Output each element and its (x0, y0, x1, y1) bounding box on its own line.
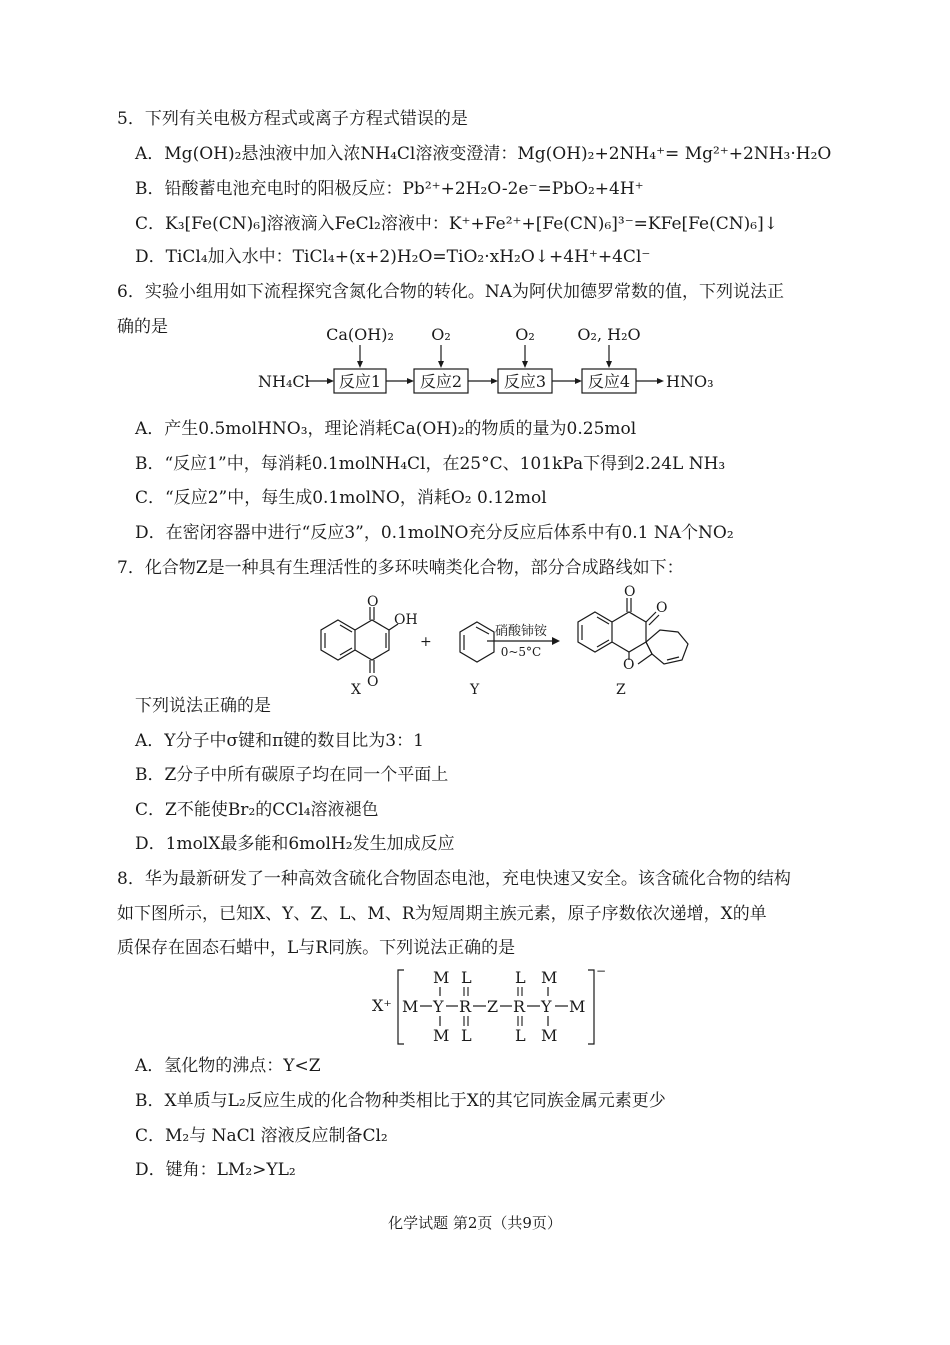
q6-option-d: D．在密闭容器中进行“反应3”，0.1molNO充分反应后体系中有0.1 NA个NO₂ (135, 523, 734, 543)
struct-m-bottom-left: M (433, 1026, 450, 1045)
struct-m-left: M (402, 997, 419, 1016)
z-benzene-ring (578, 612, 612, 652)
x-quinone-ring (355, 620, 389, 660)
q6-option-c: C．“反应2”中，每生成0.1molNO，消耗O₂ 0.12mol (135, 488, 547, 508)
struct-z: Z (487, 997, 499, 1016)
z-o-top-label: O (624, 584, 636, 600)
q7-option-a: A．Y分子中σ键和π键的数目比为3：1 (135, 731, 424, 751)
flow-input-2: O₂ (431, 325, 451, 344)
q8-option-d: D．键角：LM₂>YL₂ (135, 1160, 296, 1180)
q7-option-c: C．Z不能使Br₂的CCl₄溶液褪色 (135, 800, 379, 820)
struct-r-left: R (459, 997, 472, 1016)
q8-option-b: B．X单质与L₂反应生成的化合物种类相比于X的其它同族金属元素更少 (135, 1091, 666, 1111)
plus-sign: + (420, 634, 432, 650)
x-ring-double-2 (340, 648, 352, 655)
q6-option-a: A．产生0.5molHNO₃，理论消耗Ca(OH)₂的物质的量为0.25mol (135, 419, 637, 439)
molecule-z (578, 598, 688, 664)
q5-option-b: B．铅酸蓄电池充电时的阳极反应：Pb²⁺+2H₂O-2e⁻=PbO₂+4H⁺ (135, 179, 644, 199)
x-o-top-label: O (367, 594, 379, 610)
q6-option-b: B．“反应1”中，每消耗0.1molNH₄Cl，在25°C、101kPa下得到2.24L NH₃ (135, 454, 726, 474)
flow-arrowhead-3 (491, 378, 498, 384)
z-ring-double-3 (597, 617, 609, 624)
struct-l-bottom-right: L (515, 1026, 526, 1045)
flow-arrowhead-1 (327, 378, 334, 384)
q7-stem: 7．化合物Z是一种具有生理活性的多环呋喃类化合物，部分合成路线如下： (117, 558, 684, 578)
struct-m-top-left: M (433, 968, 450, 987)
flow-box-4-label: 反应4 (587, 372, 631, 391)
z-ring-double-2 (597, 640, 609, 647)
q6-flow-diagram (258, 325, 713, 393)
x-label: X (351, 682, 361, 698)
struct-y-left: Y (433, 997, 444, 1016)
struct-l-top-right: L (515, 968, 526, 987)
q5-stem: 5．下列有关电极方程式或离子方程式错误的是 (117, 109, 468, 129)
flow-input-arrowhead-4 (606, 361, 612, 368)
z-co-2 (646, 612, 656, 622)
flow-input-1: Ca(OH)₂ (326, 325, 394, 344)
q5-option-d: D．TiCl₄加入水中：TiCl₄+(x+2)H₂O=TiO₂·xH₂O↓+4H⁺+4Cl⁻ (135, 247, 651, 267)
q6-stem-line2: 确的是 (117, 317, 168, 337)
q8-option-a: A．氢化物的沸点：Y<Z (135, 1056, 321, 1076)
q8-structure (372, 964, 606, 1045)
q8-option-c: C．M₂与 NaCl 溶液反应制备Cl₂ (135, 1126, 388, 1146)
z-o-bond-2 (638, 654, 652, 664)
z-cyclohexene-ring (646, 630, 688, 664)
struct-r-right: R (513, 997, 526, 1016)
q5-option-a: A．Mg(OH)₂悬浊液中加入浓NH₄Cl溶液变澄清：Mg(OH)₂+2NH₄⁺= Mg²⁺+2NH₃·H₂O (135, 144, 832, 164)
x-ring-double-3 (340, 625, 352, 632)
page-footer: 化学试题 第2页（共9页） (388, 1214, 562, 1232)
q5-option-c: C．K₃[Fe(CN)₆]溶液滴入FeCl₂溶液中：K⁺+Fe²⁺+[Fe(CN)₆]³⁻=KFe[Fe(CN)₆]↓ (135, 214, 778, 234)
q8-stem-line1: 8．华为最新研发了一种高效含硫化合物固态电池，充电快速又安全。该含硫化合物的结构 (117, 869, 791, 889)
molecule-x (321, 607, 398, 673)
flow-arrowhead-2 (407, 378, 414, 384)
struct-bracket-right (588, 970, 594, 1044)
reaction-arrow-head (552, 637, 560, 645)
flow-box-1-label: 反应1 (338, 372, 382, 391)
reagent-label: 硝酸铈铵 (494, 624, 548, 639)
struct-l-top-left: L (461, 968, 472, 987)
flow-input-4: O₂, H₂O (577, 325, 641, 344)
condition-label: 0~5°C (500, 645, 542, 659)
q6-stem-line1: 6．实验小组用如下流程探究含氮化合物的转化。NA为阿伏加德罗常数的值，下列说法正 (117, 282, 784, 302)
flow-arrowhead-4 (575, 378, 582, 384)
y-label: Y (470, 682, 480, 698)
molecule-y (460, 622, 494, 662)
flow-end: HNO₃ (666, 372, 714, 391)
z-middle-ring (612, 612, 646, 652)
x-benzene-ring (321, 620, 355, 660)
q8-stem-line3: 质保存在固态石蜡中，L与R同族。下列说法正确的是 (117, 938, 516, 958)
flow-input-arrowhead-1 (357, 361, 363, 368)
flow-input-arrowhead-3 (522, 361, 528, 368)
struct-charge: − (596, 964, 607, 978)
struct-l-bottom-left: L (461, 1026, 472, 1045)
struct-m-right: M (569, 997, 586, 1016)
flow-box-3-label: 反应3 (503, 372, 547, 391)
struct-y-right: Y (541, 997, 552, 1016)
x-o-bottom-label: O (367, 674, 379, 690)
flow-box-2-label: 反应2 (419, 372, 463, 391)
q7-option-b: B．Z分子中所有碳原子均在同一个平面上 (135, 765, 449, 785)
z-label: Z (616, 682, 626, 698)
x-oh-label: OH (394, 612, 418, 628)
struct-m-bottom-right: M (541, 1026, 558, 1045)
flow-start: NH₄Cl (258, 372, 310, 391)
q7-lead: 下列说法正确的是 (135, 696, 271, 716)
z-alkene-double (667, 657, 679, 660)
z-o-ring-label: O (623, 657, 635, 673)
flow-input-arrowhead-2 (438, 361, 444, 368)
q7-option-d: D．1molX最多能和6molH₂发生加成反应 (135, 834, 455, 854)
flow-arrowhead-5 (657, 378, 664, 384)
z-o-right-label: O (656, 600, 668, 616)
struct-cation: X⁺ (372, 996, 392, 1015)
flow-input-3: O₂ (515, 325, 535, 344)
z-co-2b (649, 615, 659, 625)
q8-stem-line2: 如下图所示，已知X、Y、Z、L、M、R为短周期主族元素，原子序数依次递增，X的单 (117, 904, 767, 924)
struct-m-top-right: M (541, 968, 558, 987)
